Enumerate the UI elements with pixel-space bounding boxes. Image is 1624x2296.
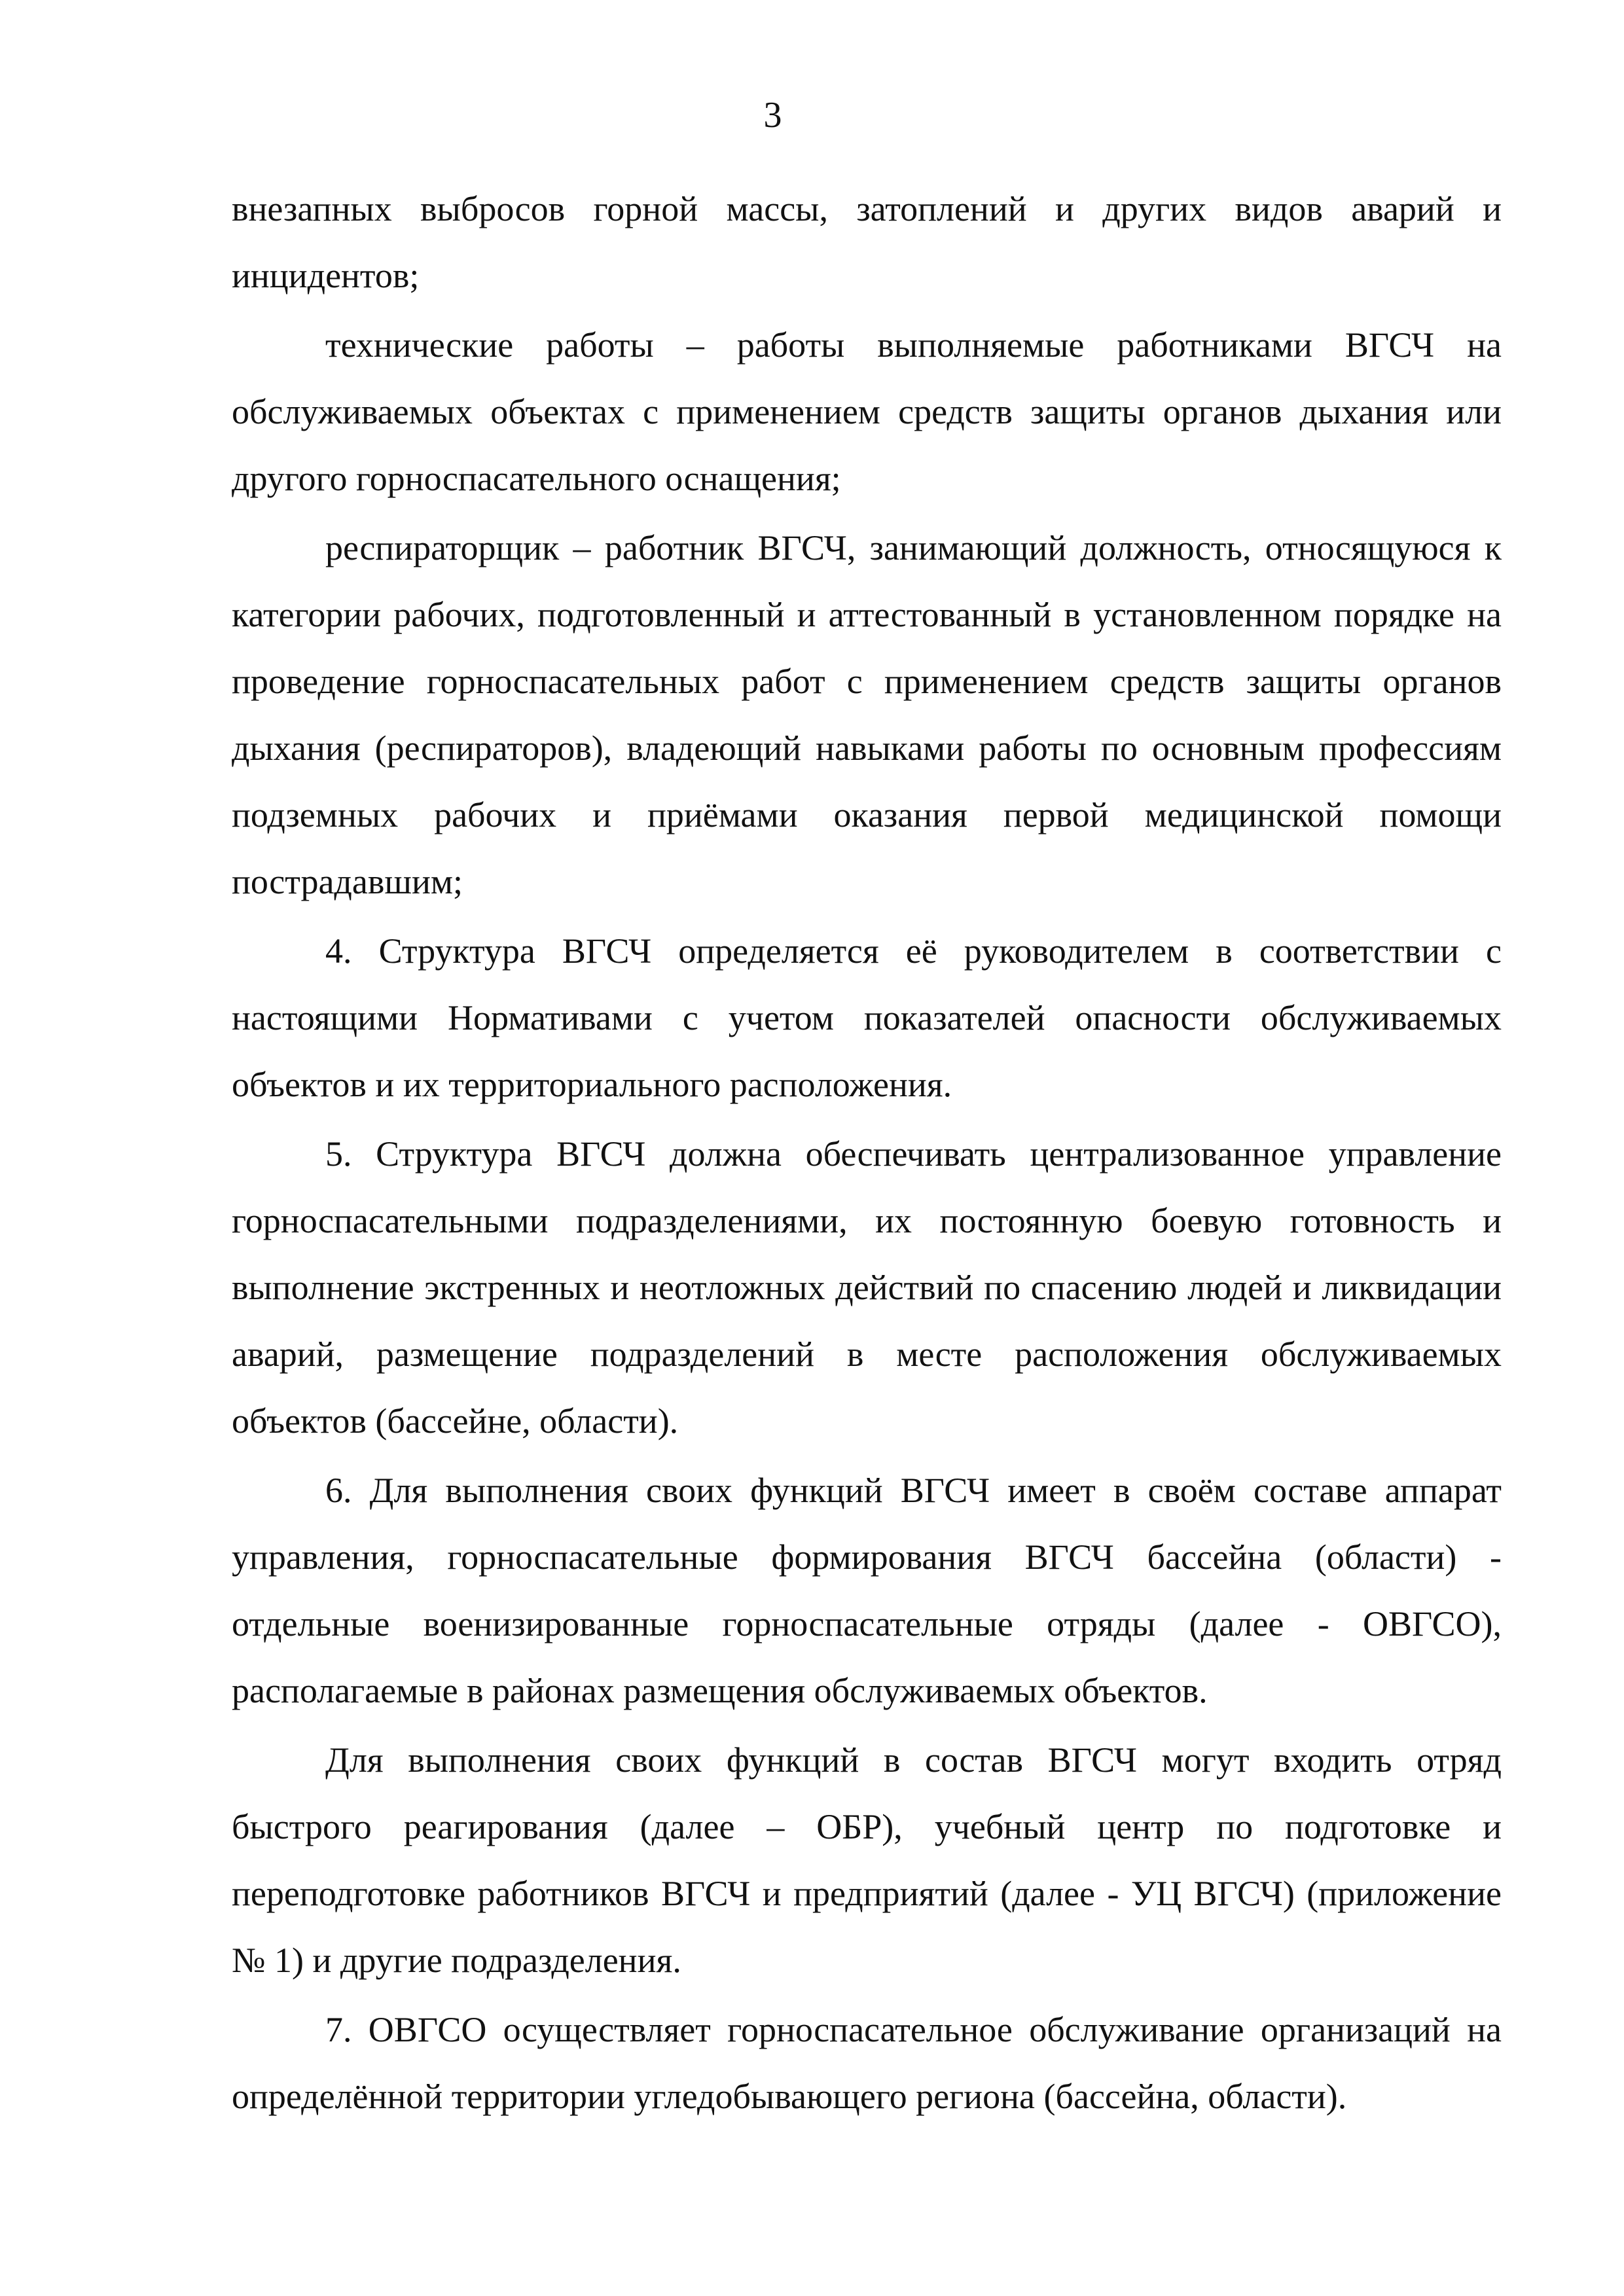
paragraph-item-4: 4. Структура ВГСЧ определяется её руководителем в соответствии с настоящими Нормативами с учетом показателей опасности обслуживаемых объектов и их территориального расположения. (232, 931, 1502, 1104)
paragraph-item-5: 5. Структура ВГСЧ должна обеспечивать централизованное управление горноспасательными подразделениями, их постоянную боевую готовность и выполнение экстренных и неотложных действий по спасению людей и ликвидации аварий, размещение подразделений в месте расположения обслуживаемых объектов (бассейне, области). (232, 1134, 1502, 1441)
page-number: 3 (763, 95, 782, 135)
paragraph-item-7: 7. ОВГСО осуществляет горноспасательное обслуживание организаций на определённой территории угледобывающего региона (бассейна, области). (232, 2010, 1502, 2116)
paragraph-respirator-worker-definition: респираторщик – работник ВГСЧ, занимающий должность, относящуюся к категории рабочих, подготовленный и аттестованный в установленном порядке на проведение горноспасательных работ с применением средств защиты органов дыхания (респираторов), владеющий навыками работы по основным профессиям подземных рабочих и приёмами оказания первой медицинской помощи пострадавшим; (232, 528, 1502, 901)
paragraph-item-6-continued: Для выполнения своих функций в состав ВГСЧ могут входить отряд быстрого реагирования (далее – ОБР), учебный центр по подготовке и переподготовке работников ВГСЧ и предприятий (далее - УЦ ВГСЧ) (приложение № 1) и другие подразделения. (232, 1740, 1502, 1980)
document-body (232, 175, 1502, 2130)
paragraph-accidents-continuation: внезапных выбросов горной массы, затоплений и других видов аварий и инцидентов; (232, 189, 1502, 295)
paragraph-technical-works-definition: технические работы – работы выполняемые работниками ВГСЧ на обслуживаемых объектах с применением средств защиты органов дыхания или другого горноспасательного оснащения; (232, 325, 1502, 498)
paragraph-item-6: 6. Для выполнения своих функций ВГСЧ имеет в своём составе аппарат управления, горноспасательные формирования ВГСЧ бассейна (области) - отдельные военизированные горноспасательные отряды (далее - ОВГСО), располагаемые в районах размещения обслуживаемых объектов. (232, 1471, 1502, 1710)
